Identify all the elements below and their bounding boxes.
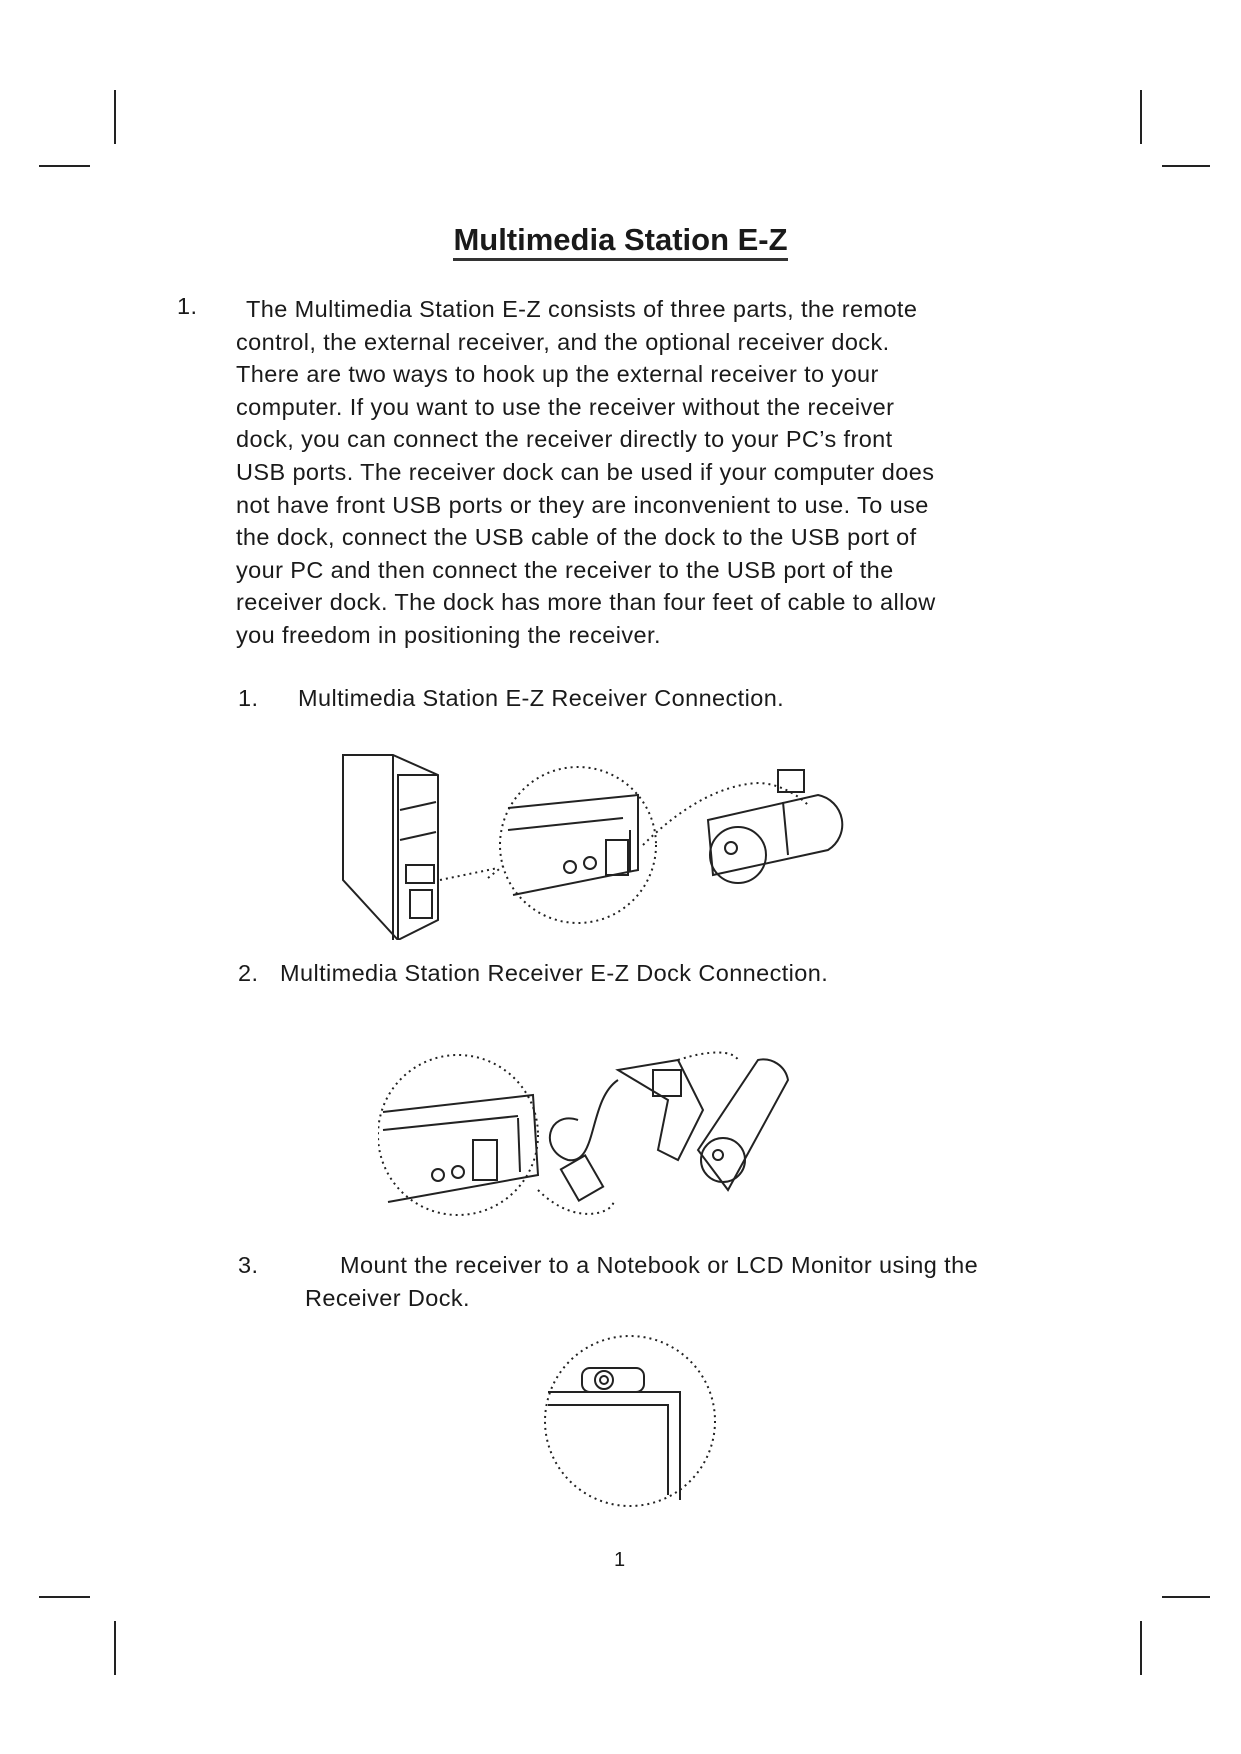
paragraph-line: not have front USB ports or they are inconvenient to use. To use	[236, 491, 929, 518]
receiver-connection-illustration	[338, 750, 908, 940]
paragraph-line: the dock, connect the USB cable of the dock to the USB port of	[236, 524, 917, 551]
crop-mark	[114, 90, 116, 144]
step-number: 2.	[238, 960, 259, 986]
step-label: Mount the receiver to a Notebook or LCD Monitor using the	[340, 1252, 979, 1278]
crop-mark	[114, 1621, 116, 1675]
paragraph-line: control, the external receiver, and the optional receiver dock.	[236, 328, 890, 355]
section-number: 1.	[177, 293, 198, 319]
crop-mark	[39, 165, 90, 167]
paragraph-line: There are two ways to hook up the external receiver to your	[236, 361, 879, 388]
paragraph-line: you freedom in positioning the receiver.	[236, 621, 661, 648]
paragraph-line: receiver dock. The dock has more than four feet of cable to allow	[236, 589, 936, 616]
monitor-mount-illustration	[538, 1330, 723, 1512]
paragraph-line: The Multimedia Station E-Z consists of three parts, the remote	[246, 296, 918, 322]
crop-mark	[1162, 1596, 1210, 1598]
crop-mark	[1162, 165, 1210, 167]
page-title	[0, 222, 1241, 258]
step-label-continued: Receiver Dock.	[305, 1285, 470, 1311]
paragraph-line: your PC and then connect the receiver to the USB port of the	[236, 556, 894, 583]
step-number: 3.	[238, 1252, 259, 1278]
paragraph-line: dock, you can connect the receiver directly to your PC’s front	[236, 426, 893, 453]
crop-mark	[1140, 1621, 1142, 1675]
paragraph-line: USB ports. The receiver dock can be used if your computer does	[236, 458, 935, 485]
page-number: 1	[614, 1549, 626, 1571]
dock-connection-illustration	[378, 1040, 838, 1230]
step-label: Multimedia Station Receiver E-Z Dock Connection.	[280, 960, 829, 986]
intro-paragraph	[236, 293, 936, 652]
page-title-text: Multimedia Station E-Z	[453, 222, 787, 261]
crop-mark	[1140, 90, 1142, 144]
crop-mark	[39, 1596, 90, 1598]
paragraph-line: computer. If you want to use the receiver without the receiver	[236, 393, 895, 420]
step-number: 1.	[238, 685, 259, 711]
step-label: Multimedia Station E-Z Receiver Connection.	[298, 685, 785, 711]
